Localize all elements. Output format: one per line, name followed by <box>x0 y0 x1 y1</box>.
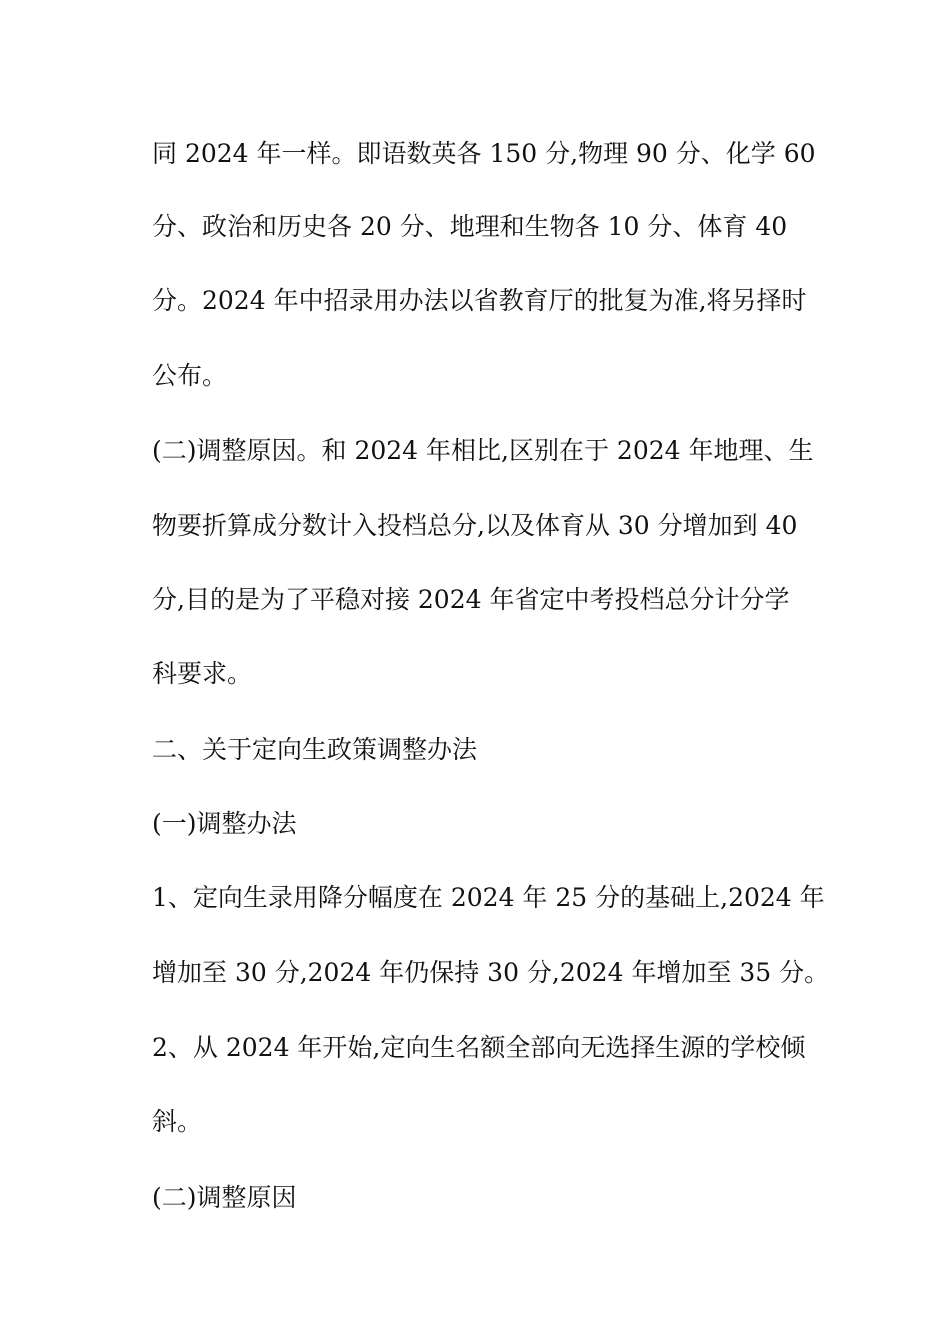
list-item-line: 斜。 <box>152 1107 203 1136</box>
paragraph-line: 科要求。 <box>152 659 253 688</box>
section-heading: 二、关于定向生政策调整办法 <box>152 735 478 764</box>
section-subheading-line: (二)调整原因。和 2024 年相比,区别在于 2024 年地理、生 <box>152 436 814 465</box>
paragraph-line: 公布。 <box>152 361 228 390</box>
paragraph-line: 分,目的是为了平稳对接 2024 年省定中考投档总分计分学 <box>152 585 790 614</box>
subsection-heading: (一)调整办法 <box>152 809 297 838</box>
list-item-line: 2、从 2024 年开始,定向生名额全部向无选择生源的学校倾 <box>152 1033 806 1062</box>
paragraph-line: 分、政治和历史各 20 分、地理和生物各 10 分、体育 40 <box>152 212 788 241</box>
list-item-line: 增加至 30 分,2024 年仍保持 30 分,2024 年增加至 35 分。 <box>152 958 830 987</box>
paragraph-line: 物要折算成分数计入投档总分,以及体育从 30 分增加到 40 <box>152 511 798 540</box>
paragraph-line: 分。2024 年中招录用办法以省教育厅的批复为准,将另择时 <box>152 286 807 315</box>
paragraph-line: 同 2024 年一样。即语数英各 150 分,物理 90 分、化学 60 <box>152 139 816 168</box>
list-item-line: 1、定向生录用降分幅度在 2024 年 25 分的基础上,2024 年 <box>152 883 825 912</box>
subsection-heading: (二)调整原因 <box>152 1183 297 1212</box>
